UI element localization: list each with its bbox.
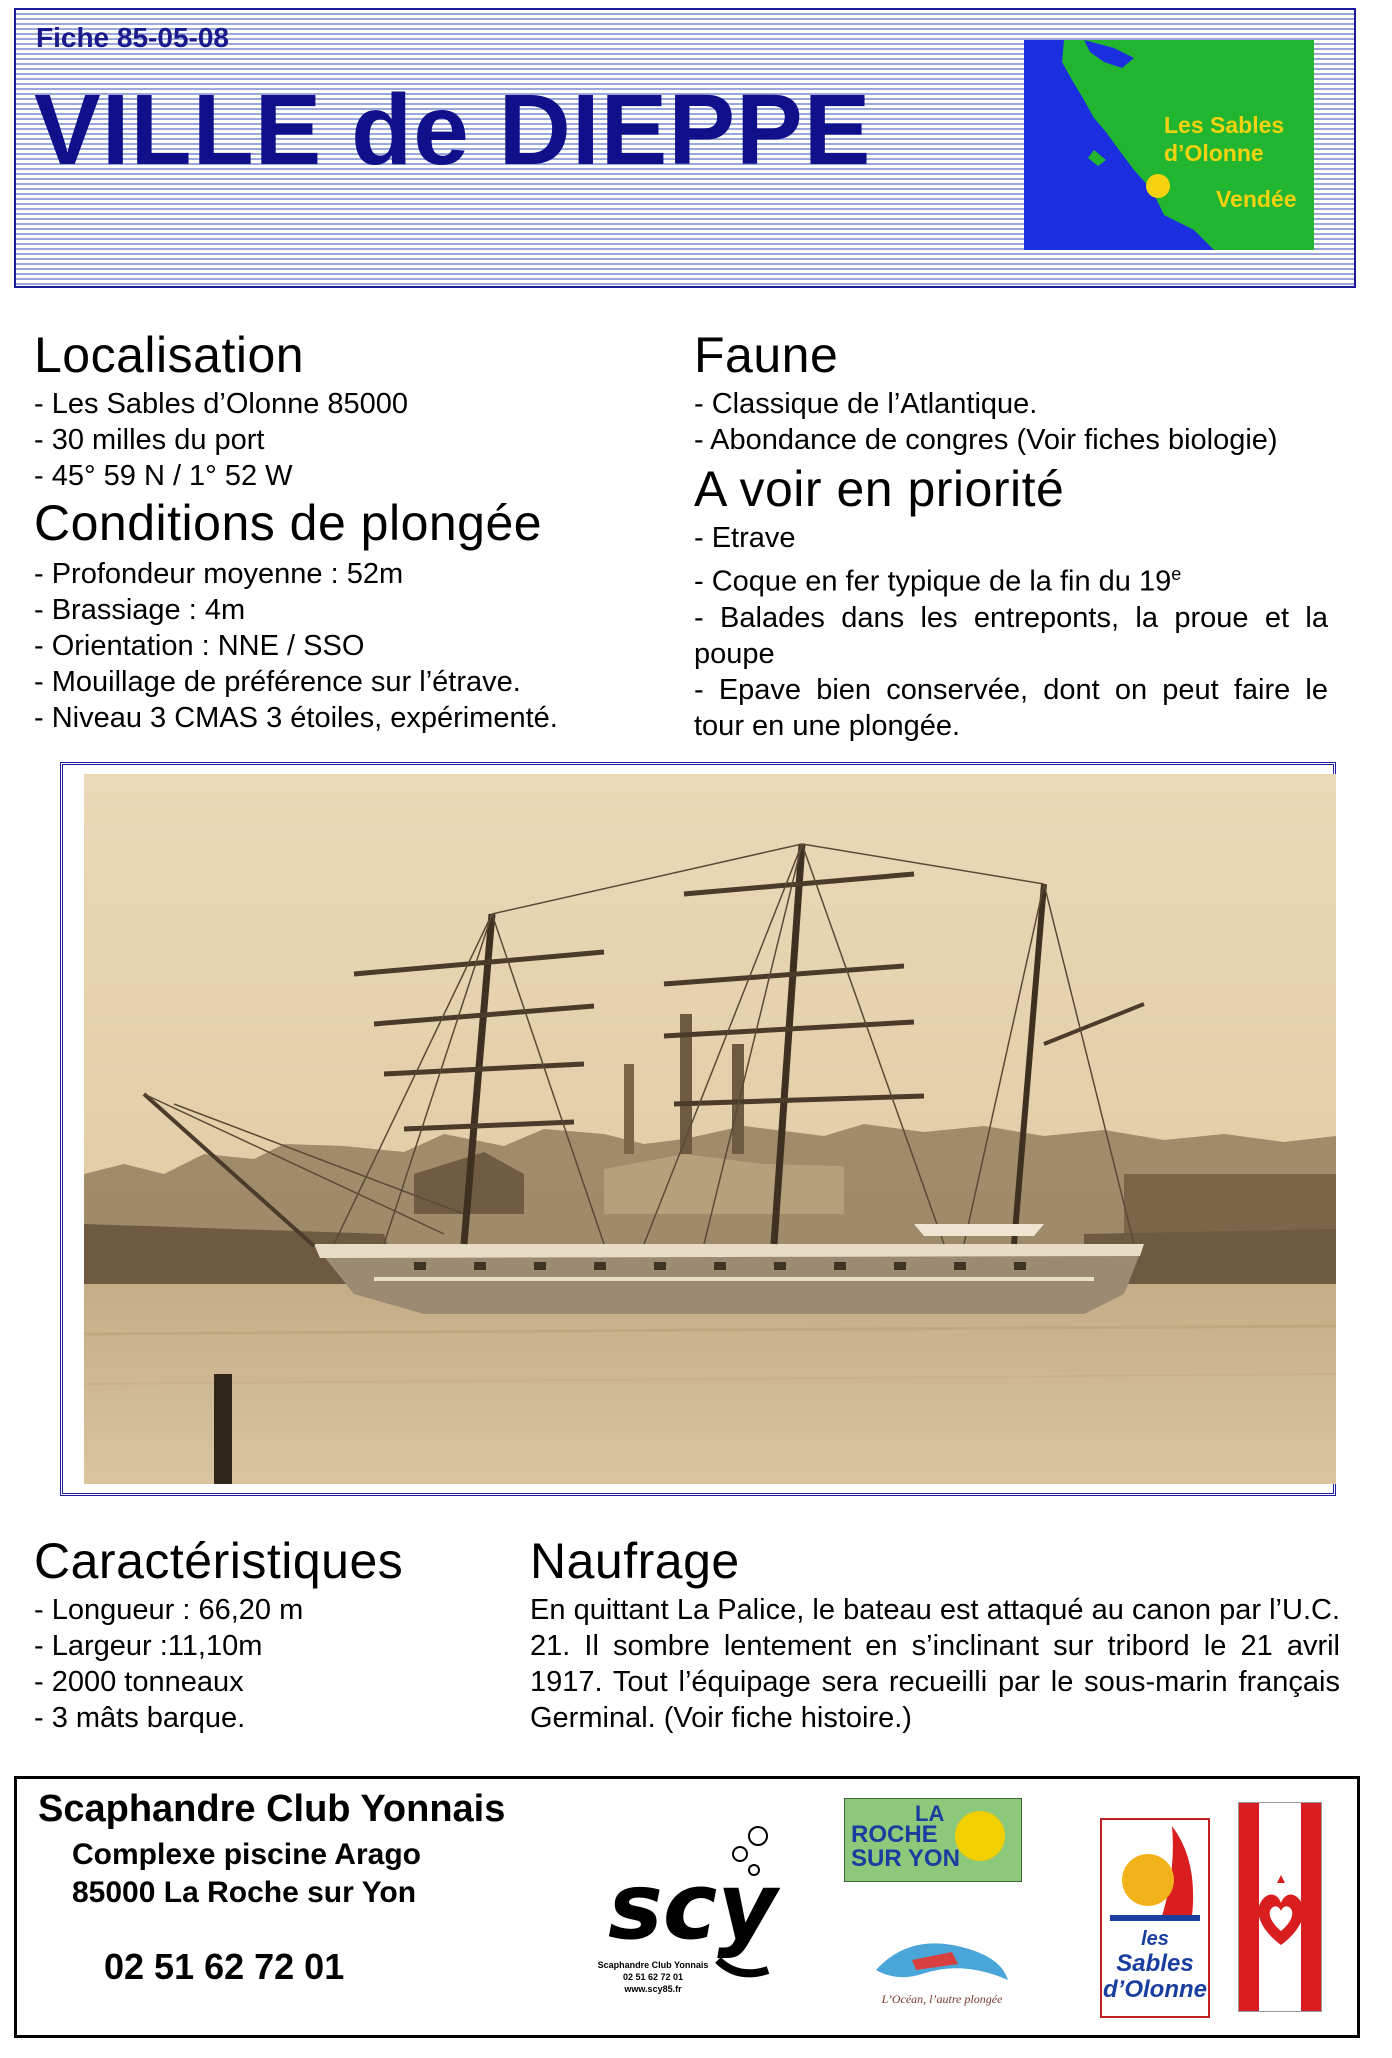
list-item: - Longueur : 66,20 m — [34, 1594, 304, 1626]
ocean-logo — [872, 1930, 1012, 2020]
roche-logo-line2: ROCHE — [851, 1821, 938, 1848]
faune-list — [694, 386, 1278, 458]
club-phone: 02 51 62 72 01 — [104, 1946, 345, 1987]
list-item: - 45° 59 N / 1° 52 W — [34, 460, 293, 492]
conditions-list — [34, 556, 558, 736]
list-item: - Niveau 3 CMAS 3 étoiles, expérimenté. — [34, 702, 558, 734]
sail-icon — [1102, 1820, 1208, 1930]
vendee-hearts-icon — [1253, 1867, 1309, 1947]
roche-logo-line1: LA — [915, 1801, 945, 1826]
ship-photo — [84, 774, 1336, 1484]
naufrage-text: En quittant La Palice, le bateau est attaqué au canon par l’U.C. 21. Il sombre lentement en s’inclinant sur tribord le 21 avril 1917. Tout l’équipage sera recueilli par le sous-marin français Germinal. (Voir fiche histoire.) — [530, 1594, 1340, 1734]
la-roche-sur-yon-logo — [844, 1798, 1022, 1882]
fiche-number: Fiche 85-05-08 — [36, 22, 229, 53]
list-item: - Abondance de congres (Voir fiches biologie) — [694, 424, 1278, 456]
list-item: - Brassiage : 4m — [34, 594, 246, 626]
ocean-logo-text: L’Océan, l’autre plongée — [881, 1992, 1003, 2006]
list-item: - Classique de l’Atlantique. — [694, 388, 1038, 420]
sables-logo-line3: d’Olonne — [1103, 1976, 1207, 2003]
club-address-line2: 85000 La Roche sur Yon — [72, 1876, 417, 1909]
wave-icon — [872, 1930, 1012, 1990]
scy-logo-phone: 02 51 62 72 01 — [622, 1972, 684, 1982]
location-map — [1024, 40, 1314, 250]
roche-logo-line3: SUR YON — [851, 1845, 960, 1872]
localisation-list — [34, 386, 408, 494]
naufrage-heading: Naufrage — [530, 1533, 740, 1589]
list-item: - Orientation : NNE / SSO — [34, 630, 365, 662]
faune-heading: Faune — [694, 327, 839, 383]
map-label-vendee: Vendée — [1216, 186, 1297, 212]
page-title: VILLE de DIEPPE — [34, 74, 872, 186]
superscript: e — [1171, 564, 1182, 584]
list-item: - Largeur :11,10m — [34, 1630, 263, 1662]
scy-logo — [568, 1820, 808, 2006]
list-item: - 30 milles du port — [34, 424, 265, 456]
caracteristiques-heading: Caractéristiques — [34, 1533, 404, 1589]
sables-logo-line2: Sables — [1116, 1950, 1194, 1977]
svg-text:scy: scy — [608, 1853, 778, 1960]
map-label-olonne: d’Olonne — [1164, 140, 1264, 164]
priorite-heading: A voir en priorité — [694, 461, 1065, 517]
list-item: - Les Sables d’Olonne 85000 — [34, 388, 409, 420]
list-item: - Profondeur moyenne : 52m — [34, 558, 404, 590]
les-sables-logo — [1100, 1818, 1210, 2018]
list-item: - 3 mâts barque. — [34, 1702, 246, 1734]
scy-logo-name: Scaphandre Club Yonnais — [597, 1960, 709, 1970]
map-label-les-sables: Les Sables — [1164, 112, 1285, 138]
priorite-list — [694, 520, 1328, 744]
sun-icon — [955, 1811, 1005, 1861]
location-dot — [1146, 174, 1170, 198]
conditions-heading: Conditions de plongée — [34, 495, 543, 551]
list-item: - Coque en fer typique de la fin du 19e — [694, 564, 1182, 598]
club-name: Scaphandre Club Yonnais — [38, 1788, 506, 1830]
localisation-heading: Localisation — [34, 327, 305, 383]
scy-logo-url: www.scy85.fr — [624, 1984, 682, 1994]
list-item: - Balades dans les entreponts, la proue et la poupe — [694, 601, 1328, 670]
sables-logo-line1: les — [1141, 1928, 1169, 1950]
caracteristiques-list — [34, 1592, 303, 1736]
list-item: - Etrave — [694, 522, 796, 554]
list-item: - Epave bien conservée, dont on peut faire le tour en une plongée. — [694, 673, 1328, 742]
club-address-line1: Complexe piscine Arago — [72, 1838, 421, 1871]
three-masted-ship-image — [84, 774, 1336, 1484]
list-item: - 2000 tonneaux — [34, 1666, 244, 1698]
vendee-flag-logo — [1238, 1802, 1322, 2012]
list-item: - Mouillage de préférence sur l’étrave. — [34, 666, 521, 698]
